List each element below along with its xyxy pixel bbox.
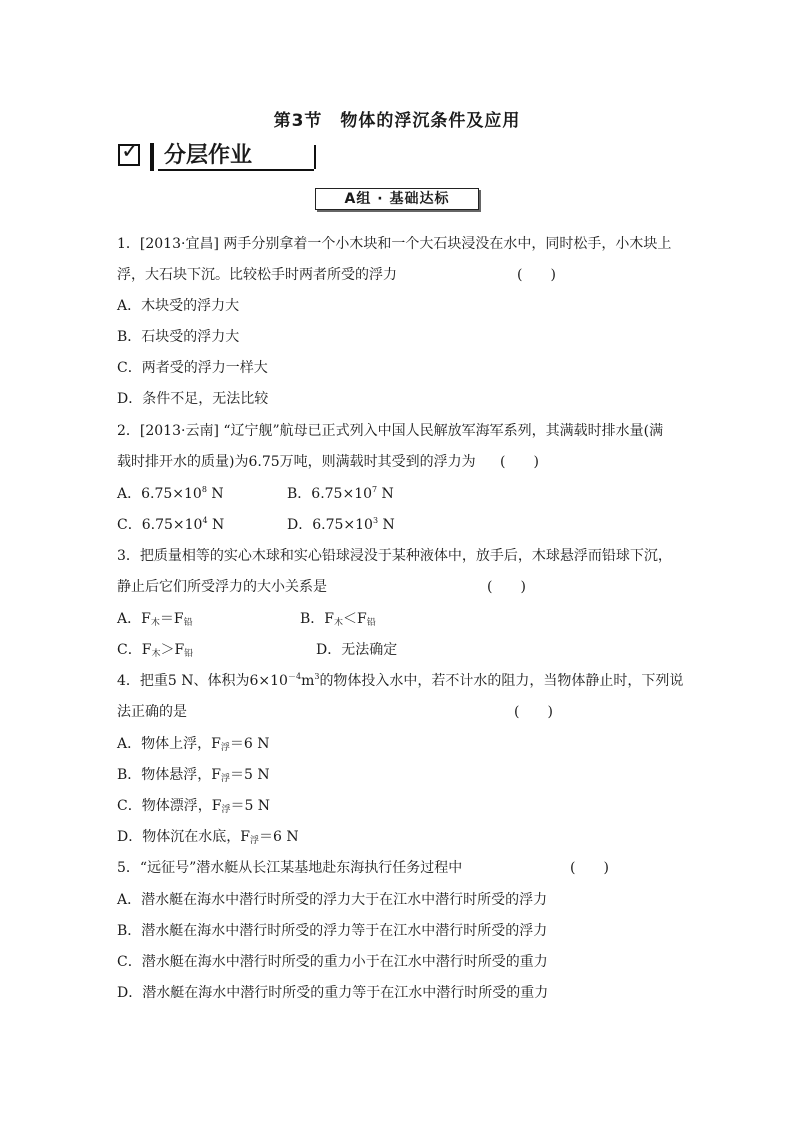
q1-option-c: C．两者受的浮力一样大 [117,360,268,376]
q5-option-c: C．潜水艇在海水中潜行时所受的重力小于在江水中潜行时所受的重力 [117,954,548,970]
q2-line2: 载时排开水的质量)为6.75万吨，则满载时其受到的浮力为 [117,454,476,470]
q1-option-a: A．木块受的浮力大 [117,298,240,314]
q2-option-a: A．$6.75\times 10^8$ N [117,485,224,502]
q4-line1: 4．把重5 N、体积为$6\times 10^{-4}m^3$的物体投入水中，若不计水的阻力，当物体静止时，下列说 [117,672,684,689]
q3-line1: 3．把质量相等的实心木球和实心铅球浸没于某种液体中，放手后，木球悬浮而铅球下沉， [117,548,672,564]
q5-option-d: D．潜水艇在海水中潜行时所受的重力等于在江水中潜行时所受的重力 [117,985,549,1001]
q3-option-a: A．$F_木=F_铅$ [117,611,193,628]
page-title: 第3节 物体的浮沉条件及应用 [273,111,521,131]
q1-option-b: B．石块受的浮力大 [117,329,240,345]
group-label: A组 · 基础达标 [315,188,479,210]
q5-option-b: B．潜水艇在海水中潜行时所受的浮力等于在江水中潜行时所受的浮力 [117,923,548,939]
q2-answer-paren: ( ) [500,454,539,470]
q5-answer-paren: ( ) [570,860,609,876]
q4-option-a: A．物体上浮，$F_浮=6$ N [117,736,270,753]
q2-option-c: C．$6.75\times 10^4$ N [117,516,225,533]
q2-line1: 2．[2013·云南] “辽宁舰”航母已正式列入中国人民解放军海军系列，其满载时排水量(满 [117,423,664,439]
section-banner: 分层作业 [158,143,314,171]
q1-line2: 浮，大石块下沉。比较松手时两者所受的浮力 [117,267,397,283]
q3-option-c: C．$F_木>F_铅$ [117,642,194,659]
q3-option-d: D．无法确定 [316,642,398,658]
q4-option-d: D．物体沉在水底，$F_浮=6$ N [117,829,299,846]
divider-bar [150,143,154,171]
q5-option-a: A．潜水艇在海水中潜行时所受的浮力大于在江水中潜行时所受的浮力 [117,892,548,908]
q5-line1: 5．“远征号”潜水艇从长江某基地赴东海执行任务过程中 [117,860,463,876]
q1-answer-paren: ( ) [517,267,556,283]
q4-option-c: C．物体漂浮，$F_浮=5$ N [117,798,271,815]
q2-option-b: B．$6.75\times 10^7$ N [287,485,394,502]
q3-option-b: B．$F_木<F_铅$ [300,611,376,628]
section-header [118,139,318,171]
checkbox-icon: ✓ [118,144,140,166]
q1-line1: 1．[2013·宜昌] 两手分别拿着一个小木块和一个大石块浸没在水中，同时松手，小木块上 [117,236,672,252]
q4-answer-paren: ( ) [514,704,553,720]
q1-option-d: D．条件不足，无法比较 [117,391,269,407]
q4-line2: 法正确的是 [117,704,187,720]
q3-answer-paren: ( ) [487,579,526,595]
q4-option-b: B．物体悬浮，$F_浮=5$ N [117,767,270,784]
q2-option-d: D．$6.75\times 10^3$ N [287,516,395,533]
q3-line2: 静止后它们所受浮力的大小关系是 [117,579,327,595]
